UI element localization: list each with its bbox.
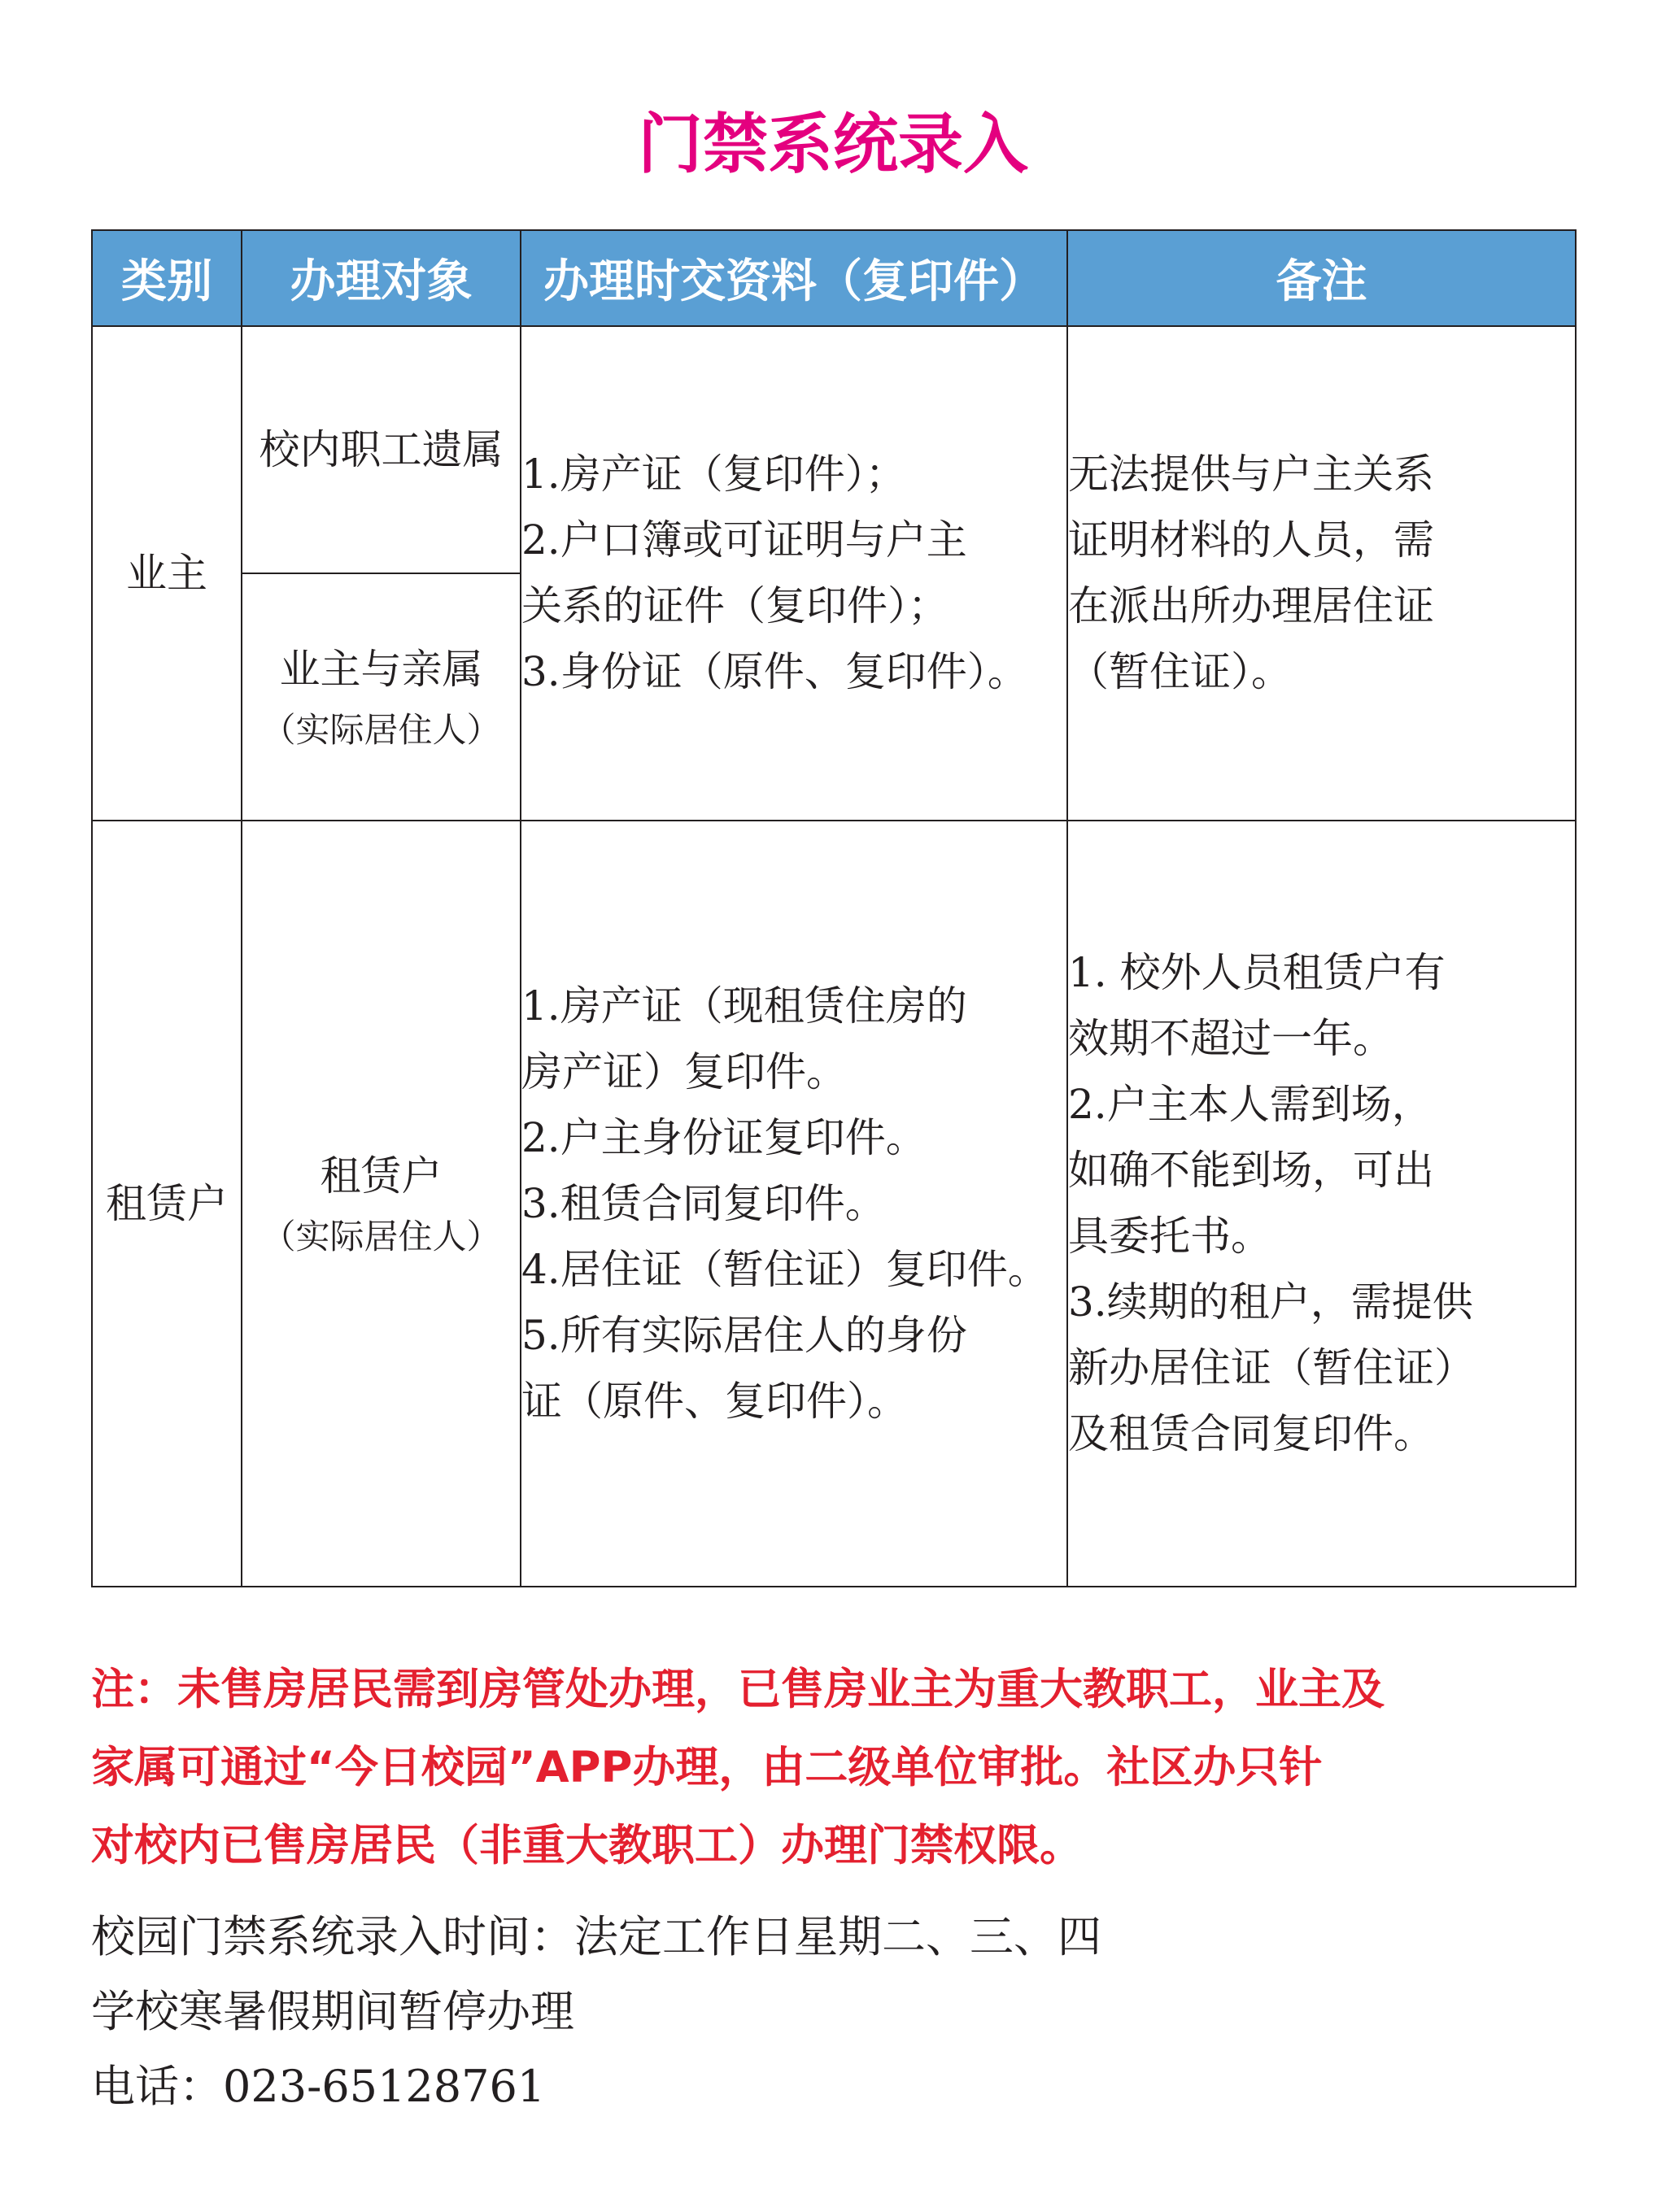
- registration-table: [91, 229, 1577, 1587]
- object-tenant-sub: （实际居住人）: [261, 1216, 501, 1256]
- header-object: 办理对象: [242, 230, 521, 326]
- list-item: （暂住证）。: [1068, 648, 1292, 695]
- owner-materials: [521, 326, 1067, 821]
- registration-time: 校园门禁系统录入时间：法定工作日星期二、三、四: [91, 1911, 1101, 1962]
- object-owner-relatives-sub: （实际居住人）: [261, 709, 501, 750]
- holiday-notice: 学校寒暑假期间暂停办理: [91, 1986, 574, 2037]
- object-tenant-label: 租赁户: [320, 1152, 443, 1200]
- list-item: 新办居住证（暂住证）: [1068, 1344, 1475, 1391]
- list-item: 无法提供与户主关系: [1068, 451, 1434, 498]
- page-title: 门禁系统录入: [638, 107, 1028, 182]
- list-item: 4.居住证（暂住证）复印件。: [521, 1245, 1049, 1293]
- footnote-line: 对校内已售房居民（非重大教职工）办理门禁权限。: [91, 1821, 1083, 1870]
- object-owner-relatives: [242, 573, 521, 821]
- list-item: 2.户口簿或可证明与户主: [521, 516, 967, 564]
- list-item: 3.续期的租户，需提供: [1068, 1278, 1473, 1326]
- list-item: 如确不能到场，可出: [1068, 1147, 1434, 1194]
- phone-number: 电话：023-65128761: [91, 2061, 546, 2112]
- table-row-tenant: [92, 821, 1576, 1587]
- list-item: 3.租赁合同复印件。: [521, 1179, 886, 1227]
- category-tenant: 租赁户: [92, 821, 242, 1587]
- list-item: 1.房产证（复印件）；: [521, 451, 906, 498]
- tenant-materials: [521, 821, 1067, 1587]
- category-owner: 业主: [92, 326, 242, 821]
- list-item: 证明材料的人员，需: [1068, 516, 1434, 564]
- list-item: 5.所有实际居住人的身份: [521, 1311, 967, 1359]
- list-item: 在派出所办理居住证: [1068, 582, 1434, 629]
- list-item: 2.户主本人需到场，: [1068, 1081, 1433, 1128]
- object-staff-survivors: 校内职工遗属: [242, 326, 521, 573]
- owner-notes: [1067, 326, 1576, 821]
- list-item: 效期不超过一年。: [1068, 1015, 1393, 1062]
- header-category: 类别: [92, 230, 242, 326]
- list-item: 2.户主身份证复印件。: [521, 1113, 927, 1161]
- object-owner-relatives-label: 业主与亲属: [279, 645, 483, 693]
- table-row-owner-1: [92, 326, 1576, 573]
- tenant-notes: [1067, 821, 1576, 1587]
- footnote: [91, 1651, 1580, 1885]
- table-header-row: [92, 230, 1576, 326]
- header-notes: 备注: [1067, 230, 1576, 326]
- list-item: 1. 校外人员租赁户有: [1068, 949, 1446, 996]
- list-item: 房产证）复印件。: [521, 1047, 847, 1095]
- list-item: 3.身份证（原件、复印件）。: [521, 648, 1028, 695]
- list-item: 关系的证件（复印件）；: [521, 582, 949, 629]
- list-item: 及租赁合同复印件。: [1068, 1410, 1434, 1457]
- list-item: 证（原件、复印件）。: [521, 1377, 908, 1425]
- footnote-line: 家属可通过“今日校园”APP办理，由二级单位审批。社区办只针: [91, 1743, 1323, 1792]
- list-item: 具委托书。: [1068, 1213, 1271, 1260]
- header-materials: 办理时交资料（复印件）: [521, 230, 1067, 326]
- footnote-line: 注：未售房居民需到房管处办理，已售房业主为重大教职工，业主及: [91, 1665, 1385, 1714]
- contact-info: [91, 1900, 1580, 2124]
- object-tenant: [242, 821, 521, 1587]
- list-item: 1.房产证（现租赁住房的: [521, 982, 967, 1030]
